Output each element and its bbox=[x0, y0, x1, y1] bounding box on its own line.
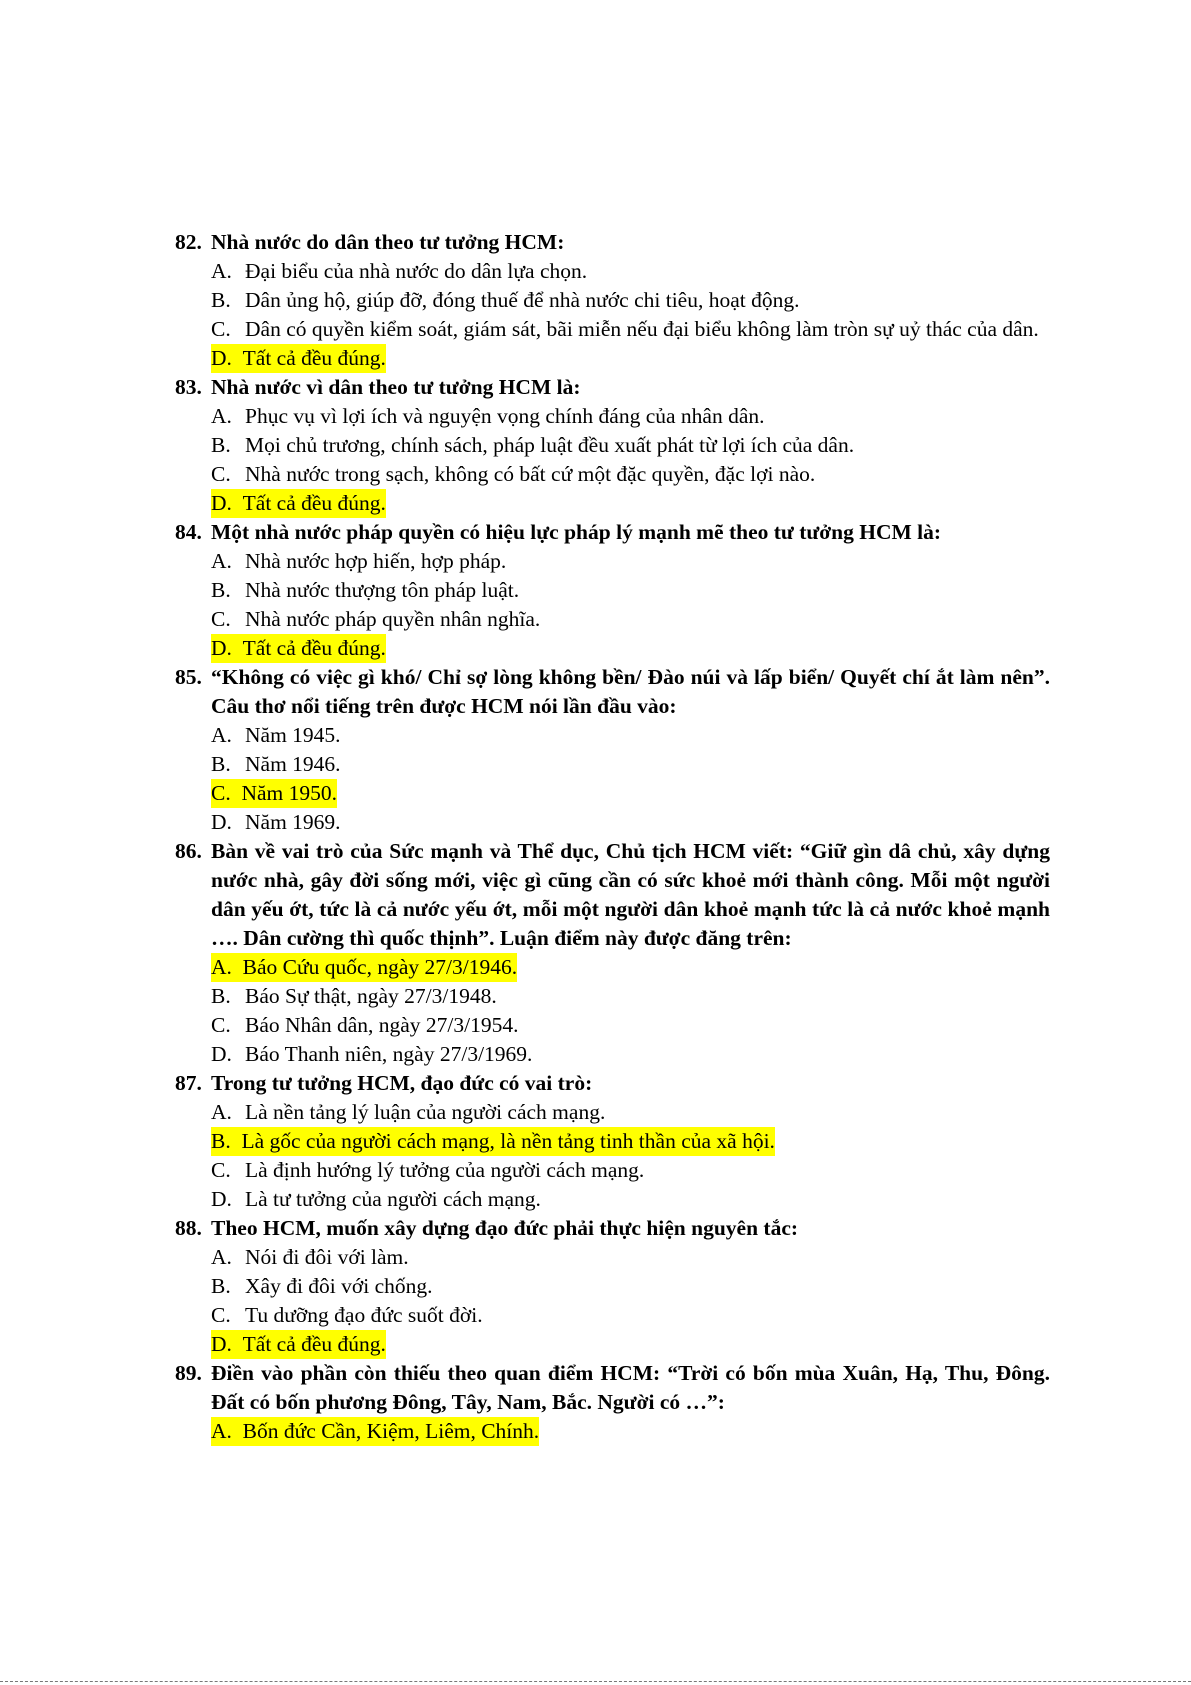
question-title bbox=[175, 1214, 1050, 1243]
option-letter: D. bbox=[211, 346, 232, 370]
option-letter: A. bbox=[211, 404, 232, 428]
option-text: Nhà nước trong sạch, không có bất cứ một đặc quyền, đặc lợi nào. bbox=[245, 462, 816, 486]
highlighted-answer bbox=[211, 953, 517, 982]
question-text: “Không có việc gì khó/ Chỉ sợ lòng không bền/ Đào núi và lấp biển/ Quyết chí ắt làm nên”. Câu thơ nổi tiếng trên được HCM nói lần đầu vào: bbox=[211, 665, 1050, 718]
question-text: Trong tư tưởng HCM, đạo đức có vai trò: bbox=[211, 1071, 593, 1095]
option-letter: D. bbox=[211, 491, 232, 515]
option-letter: D. bbox=[211, 1187, 232, 1211]
option-text: Báo Nhân dân, ngày 27/3/1954. bbox=[245, 1013, 519, 1037]
question-89 bbox=[175, 1359, 1050, 1446]
question-85 bbox=[175, 663, 1050, 837]
page-bottom-rule bbox=[0, 1681, 1191, 1683]
option-letter: D. bbox=[211, 1042, 232, 1066]
answer-option-correct bbox=[211, 1330, 1050, 1359]
option-letter: B. bbox=[211, 578, 231, 602]
highlighted-answer bbox=[211, 344, 386, 373]
option-text: Là nền tảng lý luận của người cách mạng. bbox=[245, 1100, 606, 1124]
option-letter: C. bbox=[211, 317, 231, 341]
answer-option-correct bbox=[211, 634, 1050, 663]
option-letter: B. bbox=[211, 984, 231, 1008]
answer-options bbox=[175, 1098, 1050, 1214]
option-text: Báo Thanh niên, ngày 27/3/1969. bbox=[245, 1042, 533, 1066]
option-letter: C. bbox=[211, 1303, 231, 1327]
option-text: Năm 1950. bbox=[241, 781, 338, 805]
option-text: Dân ủng hộ, giúp đỡ, đóng thuế để nhà nước chi tiêu, hoạt động. bbox=[245, 288, 800, 312]
option-text: Là gốc của người cách mạng, là nền tảng tinh thần của xã hội. bbox=[241, 1129, 775, 1153]
question-number: 86. bbox=[175, 839, 202, 863]
question-88 bbox=[175, 1214, 1050, 1359]
highlighted-answer bbox=[211, 779, 337, 808]
answer-option bbox=[211, 1272, 1050, 1301]
answer-option-correct bbox=[211, 489, 1050, 518]
highlighted-answer bbox=[211, 634, 386, 663]
answer-option bbox=[211, 1098, 1050, 1127]
answer-options bbox=[175, 402, 1050, 518]
answer-option-correct bbox=[211, 344, 1050, 373]
option-text: Báo Sự thật, ngày 27/3/1948. bbox=[245, 984, 497, 1008]
question-title bbox=[175, 837, 1050, 953]
highlighted-answer bbox=[211, 1417, 539, 1446]
question-title bbox=[175, 1359, 1050, 1417]
answer-option bbox=[211, 431, 1050, 460]
option-text: Đại biểu của nhà nước do dân lựa chọn. bbox=[245, 259, 588, 283]
answer-option bbox=[211, 315, 1050, 344]
highlighted-answer bbox=[211, 1127, 775, 1156]
question-number: 82. bbox=[175, 230, 202, 254]
option-text: Dân có quyền kiểm soát, giám sát, bãi miễn nếu đại biểu không làm tròn sự uỷ thác của dân. bbox=[245, 317, 1039, 341]
question-number: 85. bbox=[175, 665, 202, 689]
highlighted-answer bbox=[211, 489, 386, 518]
answer-options bbox=[175, 257, 1050, 373]
answer-options bbox=[175, 721, 1050, 837]
question-84 bbox=[175, 518, 1050, 663]
answer-option bbox=[211, 576, 1050, 605]
answer-option bbox=[211, 1185, 1050, 1214]
option-letter: D. bbox=[211, 1332, 232, 1356]
question-83 bbox=[175, 373, 1050, 518]
option-text: Tất cả đều đúng. bbox=[242, 1332, 386, 1356]
answer-option bbox=[211, 402, 1050, 431]
option-letter: B. bbox=[211, 1274, 231, 1298]
option-letter: A. bbox=[211, 1419, 232, 1443]
answer-option bbox=[211, 286, 1050, 315]
option-letter: D. bbox=[211, 636, 232, 660]
option-text: Năm 1945. bbox=[245, 723, 341, 747]
answer-option bbox=[211, 605, 1050, 634]
answer-options bbox=[175, 1417, 1050, 1446]
option-letter: B. bbox=[211, 433, 231, 457]
question-title bbox=[175, 518, 1050, 547]
option-letter: B. bbox=[211, 288, 231, 312]
option-letter: A. bbox=[211, 955, 232, 979]
question-number: 88. bbox=[175, 1216, 202, 1240]
question-82 bbox=[175, 228, 1050, 373]
question-number: 87. bbox=[175, 1071, 202, 1095]
option-letter: B. bbox=[211, 752, 231, 776]
answer-option bbox=[211, 1156, 1050, 1185]
answer-option-correct bbox=[211, 779, 1050, 808]
answer-option-correct bbox=[211, 1417, 1050, 1446]
option-text: Tu dưỡng đạo đức suốt đời. bbox=[245, 1303, 483, 1327]
answer-option bbox=[211, 721, 1050, 750]
option-letter: B. bbox=[211, 1129, 231, 1153]
question-number: 84. bbox=[175, 520, 202, 544]
option-text: Xây đi đôi với chống. bbox=[245, 1274, 433, 1298]
option-text: Là tư tưởng của người cách mạng. bbox=[245, 1187, 541, 1211]
option-text: Báo Cứu quốc, ngày 27/3/1946. bbox=[242, 955, 518, 979]
option-text: Tất cả đều đúng. bbox=[242, 346, 386, 370]
question-text: Bàn về vai trò của Sức mạnh và Thể dục, Chủ tịch HCM viết: “Giữ gìn dâ chủ, xây dựng nước nhà, gây đời sống mới, việc gì cũng cần có sức khoẻ mới thành công. Mỗi một người dân yếu ớt, tức là cả nước yếu ớt, mỗi một người dân khoẻ mạnh tức là cả nước khoẻ mạnh …. Dân cường thì quốc thịnh”. Luận điểm này được đăng trên: bbox=[211, 839, 1050, 950]
question-87 bbox=[175, 1069, 1050, 1214]
option-letter: A. bbox=[211, 549, 232, 573]
highlighted-answer bbox=[211, 1330, 386, 1359]
option-text: Nói đi đôi với làm. bbox=[245, 1245, 409, 1269]
option-text: Là định hướng lý tưởng của người cách mạng. bbox=[245, 1158, 645, 1182]
option-letter: A. bbox=[211, 259, 232, 283]
option-letter: A. bbox=[211, 1245, 232, 1269]
option-text: Mọi chủ trương, chính sách, pháp luật đều xuất phát từ lợi ích của dân. bbox=[245, 433, 855, 457]
option-text: Nhà nước hợp hiến, hợp pháp. bbox=[245, 549, 507, 573]
question-text: Nhà nước do dân theo tư tưởng HCM: bbox=[211, 230, 565, 254]
option-letter: C. bbox=[211, 781, 231, 805]
option-letter: A. bbox=[211, 1100, 232, 1124]
answer-options bbox=[175, 953, 1050, 1069]
document-page bbox=[175, 228, 1050, 1446]
option-letter: C. bbox=[211, 1013, 231, 1037]
option-letter: C. bbox=[211, 1158, 231, 1182]
question-text: Theo HCM, muốn xây dựng đạo đức phải thực hiện nguyên tắc: bbox=[211, 1216, 799, 1240]
question-title bbox=[175, 1069, 1050, 1098]
answer-option bbox=[211, 460, 1050, 489]
option-text: Tất cả đều đúng. bbox=[242, 636, 386, 660]
answer-options bbox=[175, 547, 1050, 663]
option-text: Năm 1969. bbox=[245, 810, 341, 834]
option-text: Nhà nước thượng tôn pháp luật. bbox=[245, 578, 520, 602]
answer-option-correct bbox=[211, 1127, 1050, 1156]
answer-options bbox=[175, 1243, 1050, 1359]
answer-option bbox=[211, 1243, 1050, 1272]
answer-option bbox=[211, 1301, 1050, 1330]
question-title bbox=[175, 373, 1050, 402]
question-number: 83. bbox=[175, 375, 202, 399]
answer-option bbox=[211, 547, 1050, 576]
option-text: Năm 1946. bbox=[245, 752, 341, 776]
answer-option-correct bbox=[211, 953, 1050, 982]
option-letter: D. bbox=[211, 810, 232, 834]
answer-option bbox=[211, 808, 1050, 837]
question-number: 89. bbox=[175, 1361, 202, 1385]
question-title bbox=[175, 663, 1050, 721]
option-letter: C. bbox=[211, 607, 231, 631]
question-text: Điền vào phần còn thiếu theo quan điểm HCM: “Trời có bốn mùa Xuân, Hạ, Thu, Đông. Đất có bốn phương Đông, Tây, Nam, Bắc. Người có …”: bbox=[211, 1361, 1050, 1414]
option-text: Tất cả đều đúng. bbox=[242, 491, 386, 515]
answer-option bbox=[211, 1040, 1050, 1069]
answer-option bbox=[211, 257, 1050, 286]
question-title bbox=[175, 228, 1050, 257]
question-text: Nhà nước vì dân theo tư tưởng HCM là: bbox=[211, 375, 581, 399]
answer-option bbox=[211, 750, 1050, 779]
question-text: Một nhà nước pháp quyền có hiệu lực pháp lý mạnh mẽ theo tư tưởng HCM là: bbox=[211, 520, 942, 544]
option-text: Phục vụ vì lợi ích và nguyện vọng chính đáng của nhân dân. bbox=[245, 404, 765, 428]
option-letter: A. bbox=[211, 723, 232, 747]
option-letter: C. bbox=[211, 462, 231, 486]
option-text: Bốn đức Cần, Kiệm, Liêm, Chính. bbox=[242, 1419, 540, 1443]
question-86 bbox=[175, 837, 1050, 1069]
answer-option bbox=[211, 982, 1050, 1011]
answer-option bbox=[211, 1011, 1050, 1040]
option-text: Nhà nước pháp quyền nhân nghĩa. bbox=[245, 607, 541, 631]
